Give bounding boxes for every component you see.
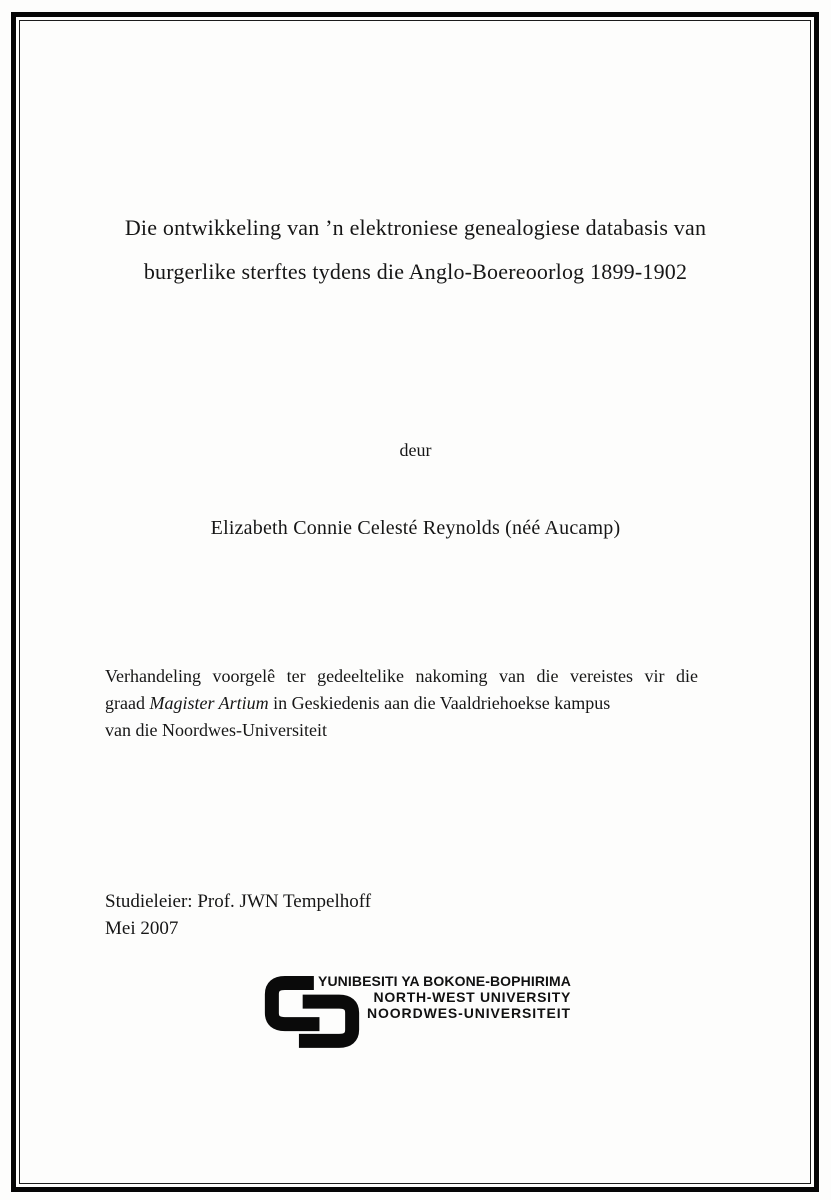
supervisor-line: Studieleier: Prof. JWN Tempelhoff [105,891,372,912]
degree-name-italic: Magister Artium [149,693,269,713]
degree-statement-line2-suffix: in Geskiedenis aan die Vaaldriehoekse kampus [268,693,611,713]
logo-text-afrikaans: NOORDWES-UNIVERSITEIT [366,1005,571,1021]
date-line: Mei 2007 [105,918,179,939]
thesis-title-line1: Die ontwikkeling van ’n elektroniese genealogiese databasis van [124,215,707,240]
logo-text-english: NORTH-WEST UNIVERSITY [373,989,571,1005]
logo-text-setswana: YUNIBESITI YA BOKONE-BOPHIRIMA [318,973,571,989]
degree-statement-line2-prefix: graad [105,693,150,713]
degree-statement [105,663,745,744]
byline-label: deur [399,440,432,460]
degree-statement-line2 [105,690,745,717]
degree-statement-line1: Verhandeling voorgelê ter gedeeltelike nakoming van die vereistes vir die [105,666,698,686]
degree-statement-line3: van die Noordwes-Universiteit [105,720,327,740]
thesis-title [60,206,771,294]
supervisor-block [105,888,371,942]
author-name: Elizabeth Connie Celesté Reynolds (néé Aucamp) [210,517,621,539]
thesis-title-line2: burgerlike sterftes tydens die Anglo-Boereoorlog 1899-1902 [143,259,688,284]
university-logo-text [318,973,571,1021]
